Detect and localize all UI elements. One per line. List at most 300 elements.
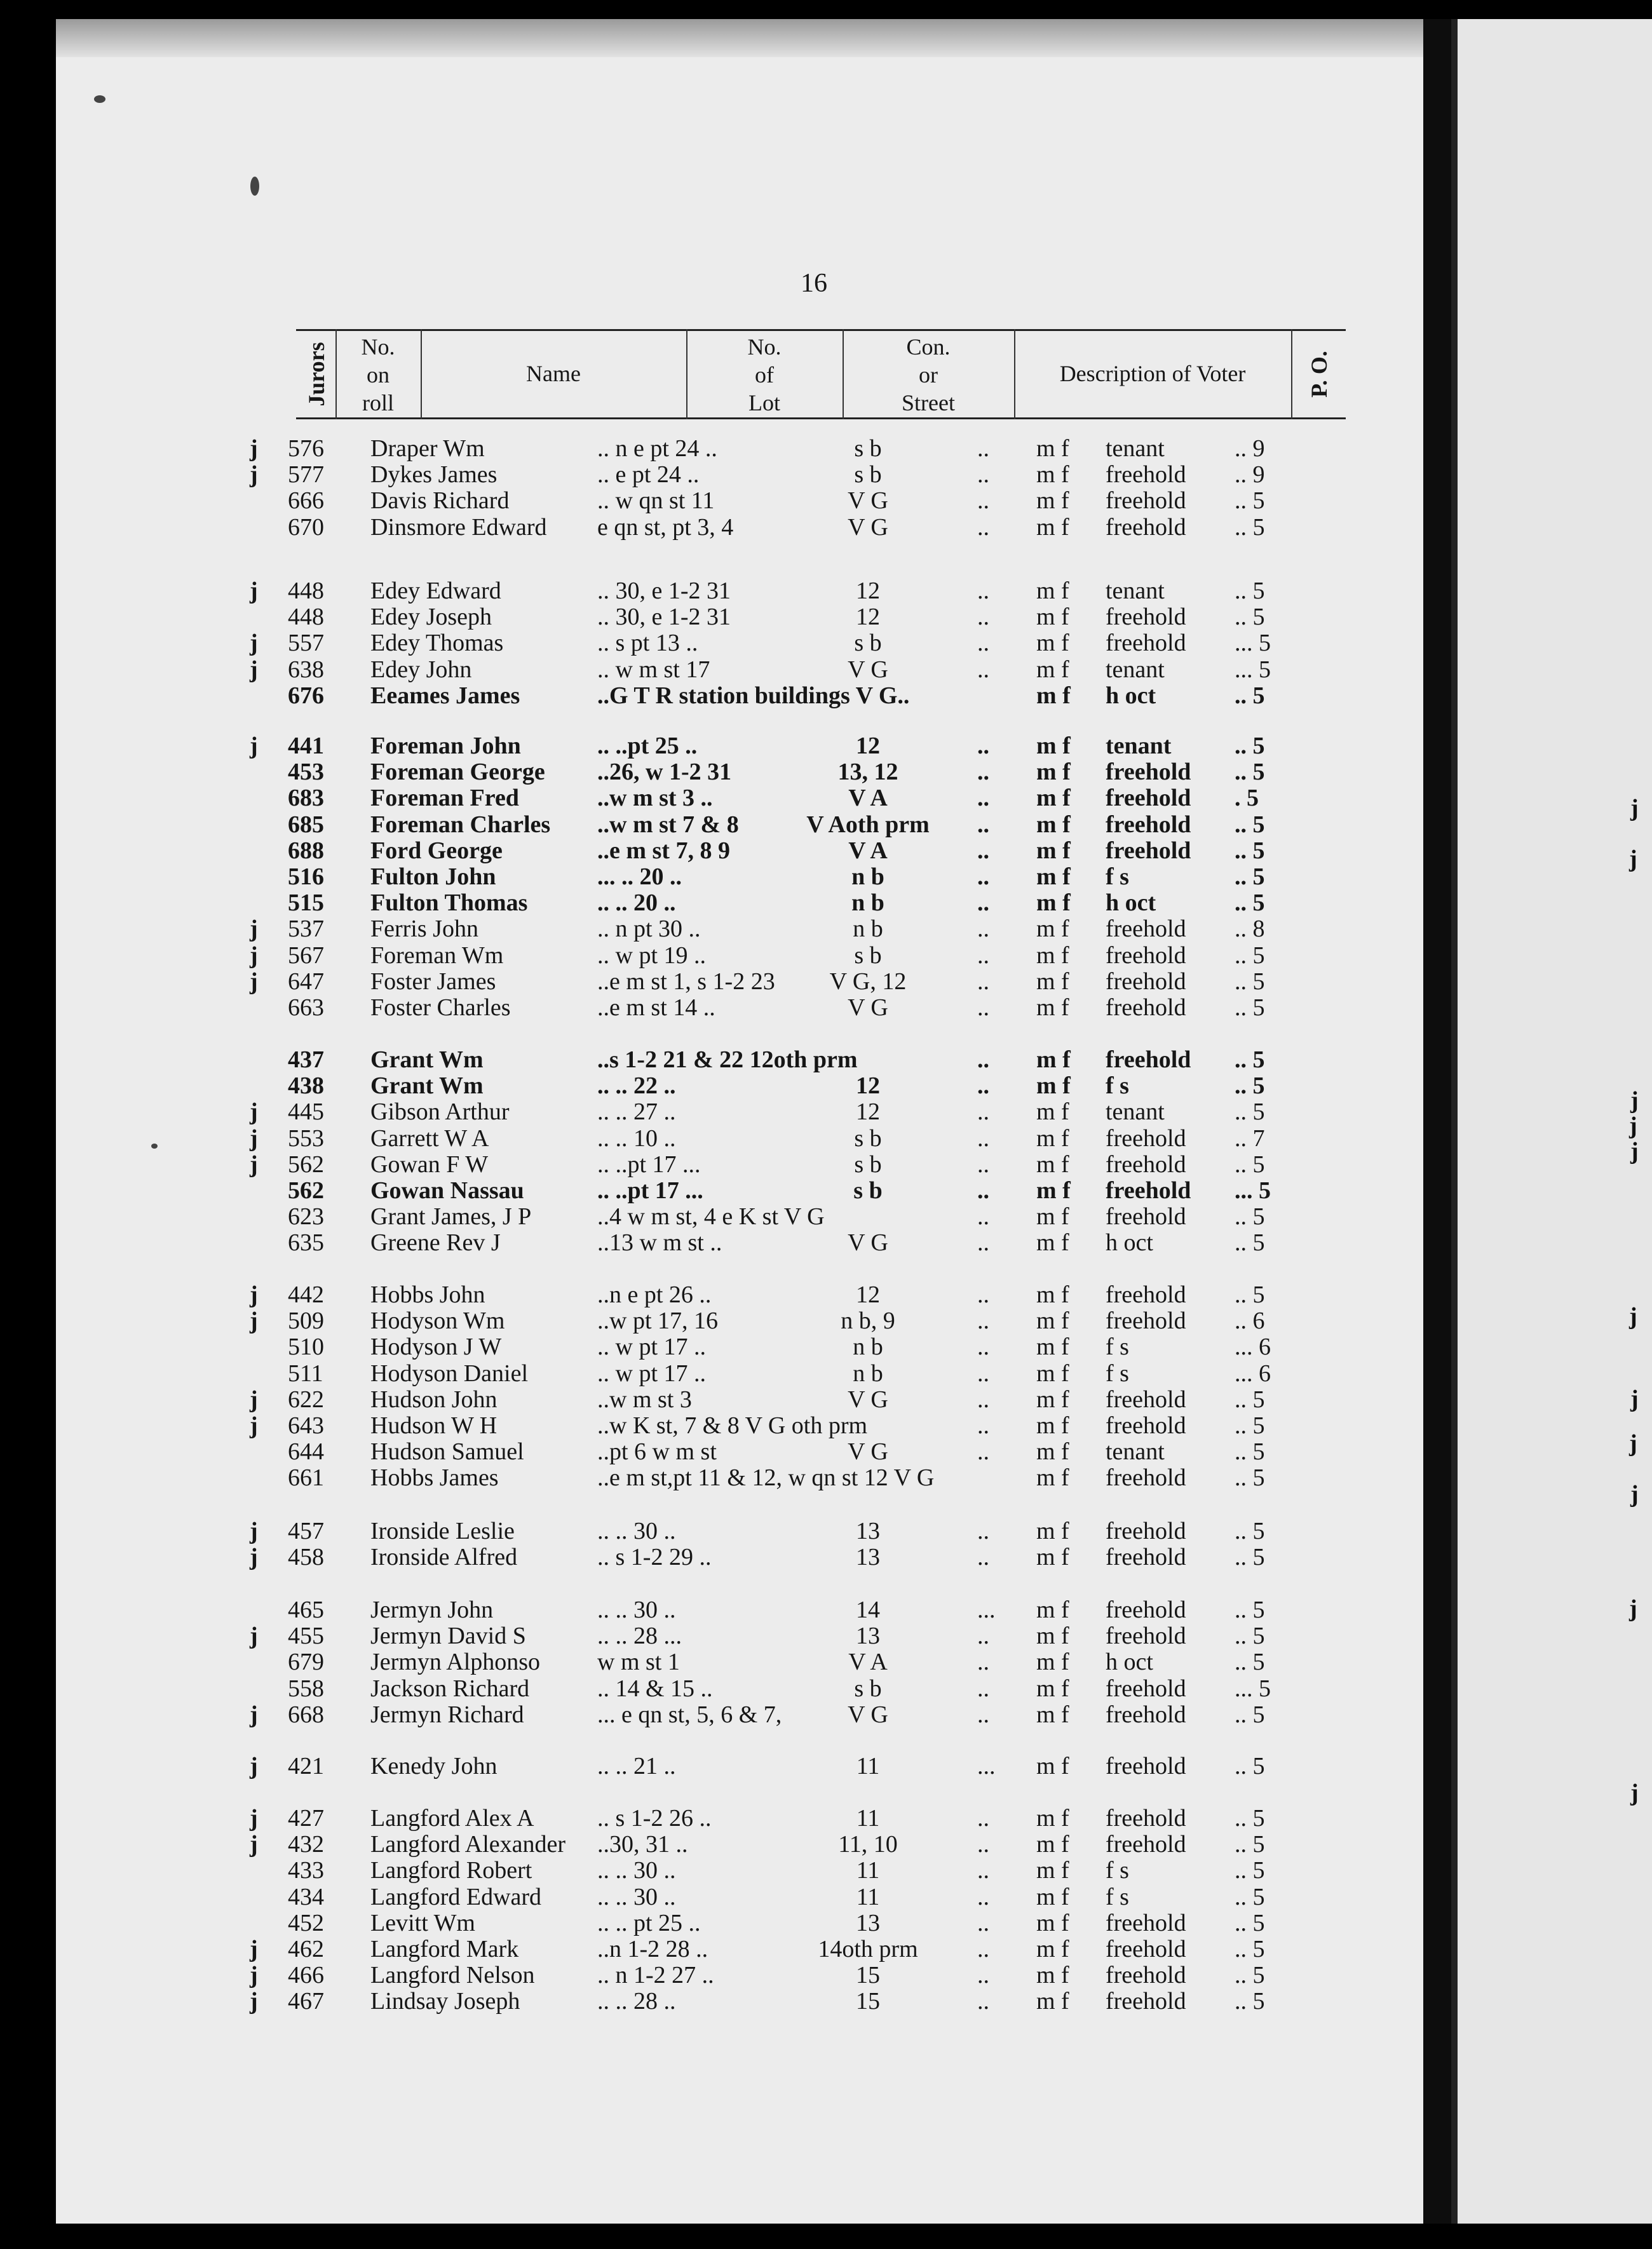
voter-row xyxy=(56,733,1479,759)
post-office: ... 5 xyxy=(1235,630,1271,656)
roll-number: 644 xyxy=(288,1438,324,1465)
voter-name: Hodyson Daniel xyxy=(370,1360,529,1387)
mf-code: m f xyxy=(1036,863,1071,890)
roll-number: 441 xyxy=(288,733,324,759)
leader-dots: .. xyxy=(977,656,989,683)
concession-or-street: 13 xyxy=(856,1623,880,1649)
leader-dots: .. xyxy=(977,1649,989,1675)
juror-mark: j xyxy=(250,968,258,995)
juror-mark: j xyxy=(250,942,258,969)
voter-description: f s xyxy=(1106,1334,1129,1360)
leader-dots: .. xyxy=(977,1675,989,1702)
concession-or-street: n b xyxy=(853,915,883,942)
leader-dots: .. xyxy=(977,630,989,656)
roll-number: 635 xyxy=(288,1229,324,1256)
lot-number: ..30, 31 .. xyxy=(597,1831,688,1858)
voter-row xyxy=(56,1597,1479,1623)
voter-row xyxy=(56,488,1479,513)
voter-name: Jermyn David S xyxy=(370,1623,526,1649)
voter-description: freehold xyxy=(1106,630,1186,656)
voter-description: freehold xyxy=(1106,915,1186,942)
roll-number: 511 xyxy=(288,1360,323,1387)
lot-number: ..w m st 3 .. xyxy=(597,785,713,811)
concession-or-street: n b, 9 xyxy=(841,1307,895,1334)
mf-code: m f xyxy=(1036,1857,1069,1884)
header-no-on-roll-line: roll xyxy=(362,390,394,415)
voter-description: tenant xyxy=(1106,656,1165,683)
leader-dots: .. xyxy=(977,837,989,864)
register-page xyxy=(56,19,1479,2224)
leader-dots: .. xyxy=(977,604,989,630)
lot-number: .. .. pt 25 .. xyxy=(597,1910,701,1936)
leader-dots: ... xyxy=(977,1597,996,1623)
lot-number: .. n e pt 24 .. xyxy=(597,435,717,462)
header-con-or-street-line: or xyxy=(919,362,938,388)
voter-row xyxy=(56,969,1479,994)
voter-name: Dykes James xyxy=(370,461,498,488)
voter-row xyxy=(56,916,1479,942)
voter-name: Garrett W A xyxy=(370,1125,489,1152)
post-office: .. 5 xyxy=(1235,514,1265,541)
lot-number: ..w pt 17, 16 xyxy=(597,1307,718,1334)
voter-row xyxy=(56,1858,1479,1883)
voter-name: Langford Alexander xyxy=(370,1831,566,1858)
voter-description: freehold xyxy=(1106,1805,1186,1832)
voter-description: freehold xyxy=(1106,994,1186,1021)
post-office: .. 5 xyxy=(1235,682,1265,709)
post-office: .. 5 xyxy=(1235,759,1265,785)
mf-code: m f xyxy=(1036,1701,1069,1728)
adjacent-juror-mark: j xyxy=(1629,1430,1637,1457)
voter-name: Ferris John xyxy=(370,915,478,942)
concession-or-street: 12 xyxy=(856,604,880,630)
voter-name: Foster James xyxy=(370,968,496,995)
voter-row xyxy=(56,1439,1479,1464)
voter-row xyxy=(56,1936,1479,1962)
post-office: .. 5 xyxy=(1235,1701,1265,1728)
mf-code: m f xyxy=(1036,1412,1069,1439)
lot-number: ..n e pt 26 .. xyxy=(597,1281,712,1308)
post-office: .. 5 xyxy=(1235,1597,1265,1623)
header-no-on-roll-line: No. xyxy=(361,334,395,360)
mf-code: m f xyxy=(1036,1597,1069,1623)
concession-or-street: V G xyxy=(848,1701,888,1728)
lot-number: .. s pt 13 .. xyxy=(597,630,698,656)
voter-name: Fulton Thomas xyxy=(370,889,528,916)
concession-or-street: V A xyxy=(848,1649,888,1675)
roll-number: 676 xyxy=(288,682,324,709)
concession-or-street: s b xyxy=(854,630,882,656)
juror-mark: j xyxy=(250,1151,258,1178)
lot-number: .. ..pt 17 ... xyxy=(597,1151,701,1178)
juror-mark: j xyxy=(250,1544,258,1570)
juror-mark: j xyxy=(250,461,258,488)
header-rule-top xyxy=(296,329,1346,331)
juror-mark: j xyxy=(250,1412,258,1439)
lot-number: .. n 1-2 27 .. xyxy=(597,1962,714,1989)
post-office: ... 5 xyxy=(1235,1177,1271,1204)
mf-code: m f xyxy=(1036,604,1069,630)
roll-number: 515 xyxy=(288,889,324,916)
voter-name: Hudson Samuel xyxy=(370,1438,524,1465)
mf-code: m f xyxy=(1036,1281,1069,1308)
concession-or-street: 12 xyxy=(856,1281,880,1308)
voter-description: freehold xyxy=(1106,785,1191,811)
voter-name: Kenedy John xyxy=(370,1753,498,1780)
lot-number: ..w m st 7 & 8 xyxy=(597,811,739,838)
voter-row xyxy=(56,1989,1479,2014)
roll-number: 437 xyxy=(288,1046,324,1073)
adjacent-juror-mark: j xyxy=(1629,846,1637,872)
roll-number: 562 xyxy=(288,1177,324,1204)
leader-dots: .. xyxy=(977,1831,989,1858)
header-con-or-street-line: Con. xyxy=(906,334,951,360)
voter-name: Foreman George xyxy=(370,759,545,785)
post-office: .. 5 xyxy=(1235,968,1265,995)
post-office: .. 5 xyxy=(1235,889,1265,916)
roll-number: 537 xyxy=(288,915,324,942)
leader-dots: .. xyxy=(977,1072,989,1099)
roll-number: 663 xyxy=(288,994,324,1021)
lot-number: ... e qn st, 5, 6 & 7, xyxy=(597,1701,782,1728)
voter-name: Hudson W H xyxy=(370,1412,498,1439)
voter-description: freehold xyxy=(1106,1518,1186,1544)
leader-dots: .. xyxy=(977,1125,989,1152)
adjacent-juror-mark: j xyxy=(1629,1112,1637,1139)
roll-number: 452 xyxy=(288,1910,324,1936)
mf-code: m f xyxy=(1036,1805,1069,1832)
roll-number: 453 xyxy=(288,759,324,785)
juror-mark: j xyxy=(250,733,258,759)
voter-row xyxy=(56,578,1479,604)
roll-number: 457 xyxy=(288,1518,324,1544)
voter-row xyxy=(56,462,1479,487)
leader-dots: .. xyxy=(977,514,989,541)
voter-description: freehold xyxy=(1106,514,1186,541)
header-no-of-lot-line: of xyxy=(755,362,774,388)
voter-description: freehold xyxy=(1106,1177,1191,1204)
voter-description: h oct xyxy=(1106,889,1156,916)
lot-number: .. ..pt 17 ... xyxy=(597,1177,703,1204)
roll-number: 467 xyxy=(288,1988,324,2015)
voter-description: freehold xyxy=(1106,1151,1186,1178)
concession-or-street: V G xyxy=(848,1438,888,1465)
post-office: .. 5 xyxy=(1235,863,1265,890)
lot-number: e qn st, pt 3, 4 xyxy=(597,514,734,541)
lot-number: .. .. 28 ... xyxy=(597,1623,682,1649)
juror-mark: j xyxy=(250,1125,258,1152)
voter-row xyxy=(56,604,1479,630)
voter-row xyxy=(56,1544,1479,1570)
adjacent-juror-mark: j xyxy=(1630,795,1639,821)
voter-row xyxy=(56,1753,1479,1779)
leader-dots: .. xyxy=(977,1805,989,1832)
concession-or-street: V G, 12 xyxy=(829,968,907,995)
header-no-of-lot-line: No. xyxy=(747,334,782,360)
leader-dots: .. xyxy=(977,785,989,811)
post-office: .. 5 xyxy=(1235,837,1265,864)
post-office: .. 5 xyxy=(1235,1281,1265,1308)
voter-description: freehold xyxy=(1106,461,1186,488)
leader-dots: .. xyxy=(977,1544,989,1570)
voter-description: freehold xyxy=(1106,1203,1186,1230)
voter-description: freehold xyxy=(1106,1831,1186,1858)
post-office: .. 5 xyxy=(1235,1438,1265,1465)
post-office: .. 5 xyxy=(1235,994,1265,1021)
roll-number: 576 xyxy=(288,435,324,462)
concession-or-street: 11, 10 xyxy=(838,1831,898,1858)
voter-name: Gowan F W xyxy=(370,1151,489,1178)
voter-row xyxy=(56,1361,1479,1386)
lot-number: ..G T R station buildings V G.. xyxy=(597,682,910,709)
voter-description: freehold xyxy=(1106,1597,1186,1623)
post-office: .. 5 xyxy=(1235,1412,1265,1439)
roll-number: 623 xyxy=(288,1203,324,1230)
voter-name: Langford Nelson xyxy=(370,1962,535,1989)
roll-number: 643 xyxy=(288,1412,324,1439)
mf-code: m f xyxy=(1036,1307,1069,1334)
voter-description: freehold xyxy=(1106,1936,1186,1962)
voter-name: Levitt Wm xyxy=(370,1910,475,1936)
header-no-of-lot xyxy=(686,333,843,417)
mf-code: m f xyxy=(1036,1753,1069,1780)
concession-or-street: 13, 12 xyxy=(837,759,898,785)
voter-row xyxy=(56,1832,1479,1857)
voter-row xyxy=(56,759,1479,785)
post-office: .. 8 xyxy=(1235,915,1265,942)
leader-dots: .. xyxy=(977,1884,989,1910)
lot-number: ..13 w m st .. xyxy=(597,1229,722,1256)
mf-code: m f xyxy=(1036,1334,1069,1360)
voter-name: Edey John xyxy=(370,656,472,683)
leader-dots: .. xyxy=(977,1098,989,1125)
post-office: . 5 xyxy=(1235,785,1259,811)
page-number: 16 xyxy=(801,269,827,298)
voter-row xyxy=(56,812,1479,837)
voter-description: tenant xyxy=(1106,733,1172,759)
mf-code: m f xyxy=(1036,889,1071,916)
roll-number: 438 xyxy=(288,1072,324,1099)
post-office: .. 5 xyxy=(1235,1151,1265,1178)
roll-number: 679 xyxy=(288,1649,324,1675)
leader-dots: .. xyxy=(977,1203,989,1230)
lot-number: .. 14 & 15 .. xyxy=(597,1675,713,1702)
voter-row xyxy=(56,436,1479,461)
mf-code: m f xyxy=(1036,994,1069,1021)
juror-mark: j xyxy=(250,1307,258,1334)
leader-dots: .. xyxy=(977,1307,989,1334)
voter-description: freehold xyxy=(1106,1962,1186,1989)
mf-code: m f xyxy=(1036,435,1069,462)
lot-number: ..e m st 14 .. xyxy=(597,994,715,1021)
mf-code: m f xyxy=(1036,1125,1069,1152)
voter-row xyxy=(56,1623,1479,1649)
mf-code: m f xyxy=(1036,1046,1071,1073)
lot-number: .. .. 22 .. xyxy=(597,1072,676,1099)
voter-name: Foster Charles xyxy=(370,994,511,1021)
voter-name: Grant James, J P xyxy=(370,1203,532,1230)
voter-name: Foreman Fred xyxy=(370,785,519,811)
post-office: .. 5 xyxy=(1235,1910,1265,1936)
leader-dots: .. xyxy=(977,1438,989,1465)
roll-number: 688 xyxy=(288,837,324,864)
juror-mark: j xyxy=(250,1831,258,1858)
voter-name: Gowan Nassau xyxy=(370,1177,524,1204)
lot-number: .. 30, e 1-2 31 xyxy=(597,604,731,630)
lot-number: .. .. 27 .. xyxy=(597,1098,676,1125)
mf-code: m f xyxy=(1036,1675,1069,1702)
voter-description: freehold xyxy=(1106,1386,1186,1413)
concession-or-street: s b xyxy=(854,942,882,969)
roll-number: 567 xyxy=(288,942,324,969)
lot-number: .. 30, e 1-2 31 xyxy=(597,577,731,604)
juror-mark: j xyxy=(250,577,258,604)
concession-or-street: V G xyxy=(848,1229,888,1256)
concession-or-street: n b xyxy=(851,889,884,916)
voter-name: Ironside Alfred xyxy=(370,1544,518,1570)
roll-number: 466 xyxy=(288,1962,324,1989)
voter-row xyxy=(56,1413,1479,1438)
post-office: ... 5 xyxy=(1235,1675,1271,1702)
mf-code: m f xyxy=(1036,942,1069,969)
leader-dots: .. xyxy=(977,733,989,759)
voter-name: Hodyson Wm xyxy=(370,1307,505,1334)
mf-code: m f xyxy=(1036,1098,1069,1125)
header-divider xyxy=(1291,329,1292,419)
lot-number: ..4 w m st, 4 e K st V G xyxy=(597,1203,825,1230)
roll-number: 558 xyxy=(288,1675,324,1702)
header-con-or-street-line: Street xyxy=(902,390,955,415)
roll-number: 445 xyxy=(288,1098,324,1125)
voter-name: Draper Wm xyxy=(370,435,485,462)
voter-description: freehold xyxy=(1106,968,1186,995)
post-office: .. 5 xyxy=(1235,1518,1265,1544)
header-con-or-street xyxy=(843,333,1014,417)
concession-or-street: 13 xyxy=(856,1518,880,1544)
lot-number: ..26, w 1-2 31 xyxy=(597,759,732,785)
header-name: Name xyxy=(526,361,581,386)
concession-or-street: s b xyxy=(853,1177,883,1204)
concession-or-street: n b xyxy=(853,1334,883,1360)
voter-row xyxy=(56,890,1479,915)
voter-row xyxy=(56,864,1479,889)
voter-row xyxy=(56,1126,1479,1151)
roll-number: 638 xyxy=(288,656,324,683)
lot-number: .. w m st 17 xyxy=(597,656,710,683)
mf-code: m f xyxy=(1036,461,1069,488)
voter-name: Lindsay Joseph xyxy=(370,1988,520,2015)
juror-mark: j xyxy=(250,1281,258,1308)
roll-number: 510 xyxy=(288,1334,324,1360)
voter-row xyxy=(56,995,1479,1020)
lot-number: .. n pt 30 .. xyxy=(597,915,701,942)
lot-number: .. w pt 19 .. xyxy=(597,942,706,969)
leader-dots: .. xyxy=(977,1360,989,1387)
adjacent-juror-mark: j xyxy=(1629,1303,1637,1330)
leader-dots: .. xyxy=(977,1229,989,1256)
post-office: .. 6 xyxy=(1235,1307,1265,1334)
voter-description: freehold xyxy=(1106,487,1186,514)
leader-dots: .. xyxy=(977,1386,989,1413)
lot-number: ..w K st, 7 & 8 V G oth prm xyxy=(597,1412,868,1439)
concession-or-street: V A xyxy=(848,785,888,811)
ink-speck xyxy=(250,177,259,196)
voter-name: Langford Robert xyxy=(370,1857,532,1884)
roll-number: 562 xyxy=(288,1151,324,1178)
leader-dots: .. xyxy=(977,1046,989,1073)
mf-code: m f xyxy=(1036,837,1071,864)
adjacent-juror-mark: j xyxy=(1630,1087,1639,1114)
voter-description: h oct xyxy=(1106,1229,1153,1256)
concession-or-street: 12 xyxy=(856,577,880,604)
mf-code: m f xyxy=(1036,1072,1071,1099)
concession-or-street: 11 xyxy=(856,1753,880,1780)
roll-number: 421 xyxy=(288,1753,324,1780)
juror-mark: j xyxy=(250,1962,258,1989)
mf-code: m f xyxy=(1036,759,1071,785)
post-office: .. 5 xyxy=(1235,733,1265,759)
voter-name: Davis Richard xyxy=(370,487,510,514)
lot-number: .. s 1-2 29 .. xyxy=(597,1544,712,1570)
lot-number: .. s 1-2 26 .. xyxy=(597,1805,712,1832)
leader-dots: .. xyxy=(977,435,989,462)
mf-code: m f xyxy=(1036,1229,1069,1256)
mf-code: m f xyxy=(1036,915,1069,942)
mf-code: m f xyxy=(1036,487,1069,514)
voter-description: freehold xyxy=(1106,1623,1186,1649)
header-no-of-lot-line: Lot xyxy=(748,390,780,415)
voter-name: Hodyson J W xyxy=(370,1334,502,1360)
leader-dots: .. xyxy=(977,942,989,969)
lot-number: w m st 1 xyxy=(597,1649,680,1675)
header-po: P. O. xyxy=(1306,351,1332,398)
lot-number: .. ..pt 25 .. xyxy=(597,733,698,759)
roll-number: 668 xyxy=(288,1701,324,1728)
voter-row xyxy=(56,785,1479,811)
mf-code: m f xyxy=(1036,1623,1069,1649)
post-office: .. 5 xyxy=(1235,1623,1265,1649)
post-office: .. 5 xyxy=(1235,1649,1265,1675)
voter-description: freehold xyxy=(1106,1675,1186,1702)
post-office: .. 5 xyxy=(1235,1046,1265,1073)
post-office: ... 6 xyxy=(1235,1334,1271,1360)
mf-code: m f xyxy=(1036,1386,1069,1413)
roll-number: 458 xyxy=(288,1544,324,1570)
mf-code: m f xyxy=(1036,1831,1069,1858)
juror-mark: j xyxy=(250,630,258,656)
leader-dots: .. xyxy=(977,1334,989,1360)
voter-row xyxy=(56,515,1479,540)
post-office: .. 5 xyxy=(1235,1753,1265,1780)
voter-row xyxy=(56,683,1479,708)
roll-number: 448 xyxy=(288,604,324,630)
mf-code: m f xyxy=(1036,1360,1069,1387)
juror-mark: j xyxy=(250,1936,258,1962)
voter-description: tenant xyxy=(1106,435,1165,462)
post-office: .. 5 xyxy=(1235,1098,1265,1125)
concession-or-street: 11 xyxy=(856,1857,880,1884)
voter-description: freehold xyxy=(1106,1910,1186,1936)
voter-description: f s xyxy=(1106,1857,1129,1884)
lot-number: ..w m st 3 xyxy=(597,1386,692,1413)
voter-name: Edey Joseph xyxy=(370,604,492,630)
leader-dots: .. xyxy=(977,1412,989,1439)
lot-number: .. .. 30 .. xyxy=(597,1518,676,1544)
voter-description: freehold xyxy=(1106,942,1186,969)
adjacent-page-border xyxy=(1451,19,1458,2224)
leader-dots: .. xyxy=(977,889,989,916)
voter-row xyxy=(56,1073,1479,1098)
